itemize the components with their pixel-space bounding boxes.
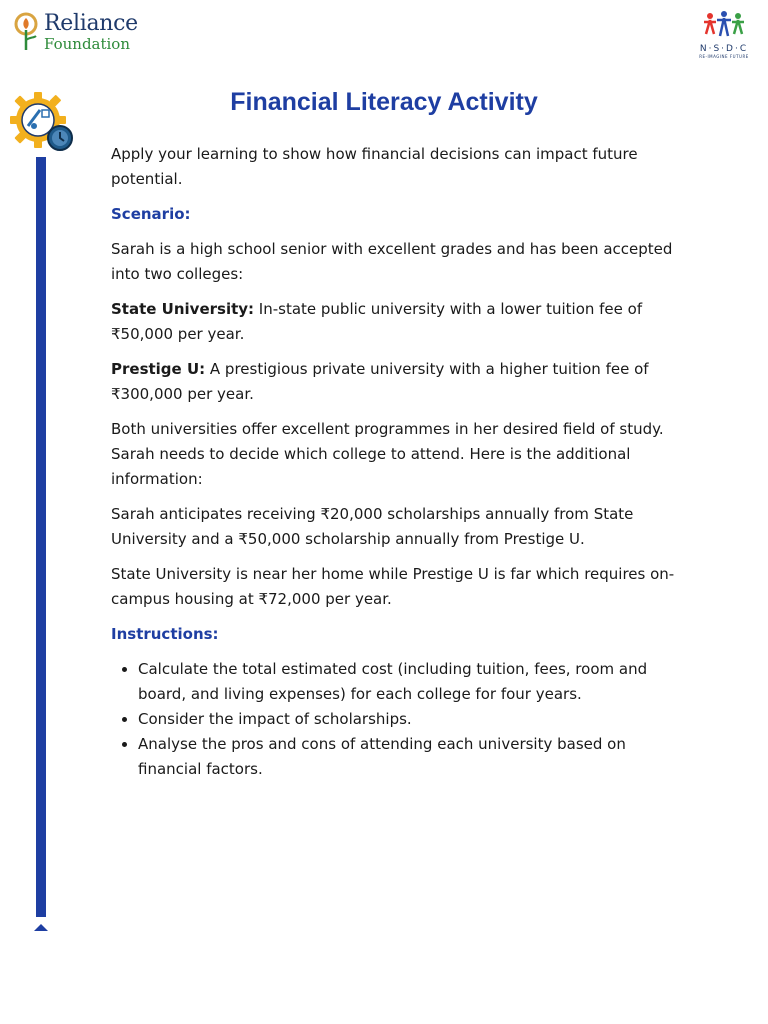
scenario-heading: Scenario: [111,205,191,223]
state-university-label: State University: [111,300,255,318]
list-item: • Analyse the pros and cons of attending each university based on financial factors. [138,732,686,782]
timeline-arrow-icon [34,924,48,931]
state-university-text: In-state public university with a lower tuition fee of ₹50,000 per year. [111,300,643,343]
reliance-foundation-logo [14,12,138,52]
logo-reliance-text: Reliance [44,10,138,36]
timeline-bar [36,157,46,917]
nsdc-tagline: RE-IMAGINE FUTURE [699,54,749,59]
instructions-heading: Instructions: [111,625,219,643]
logo-foundation-text: Foundation [44,34,131,53]
list-item: • Calculate the total estimated cost (including tuition, fees, room and board, and living expenses) for each college for four years. [138,657,686,707]
state-university-paragraph [111,297,686,347]
scholarship-paragraph: Sarah anticipates receiving ₹20,000 scholarships annually from State University and a ₹50,000 scholarship annually from Prestige U. [111,505,634,548]
instructions-list [111,657,686,782]
activity-content [111,142,686,782]
nsdc-text: N·S·D·C [699,44,749,54]
housing-paragraph: State University is near her home while Prestige U is far which requires on-campus housing at ₹72,000 per year. [111,565,675,608]
nsdc-logo [694,10,754,64]
intro-paragraph: Apply your learning to show how financial decisions can impact future potential. [111,145,638,188]
scenario-paragraph: Sarah is a high school senior with excellent grades and has been accepted into two colleges: [111,240,673,283]
prestige-u-text: A prestigious private university with a higher tuition fee of ₹300,000 per year. [111,360,649,403]
reliance-flame-icon [14,12,40,52]
page-title: Financial Literacy Activity [230,88,538,116]
prestige-u-label: Prestige U: [111,360,206,378]
both-universities-paragraph: Both universities offer excellent programmes in her desired field of study. Sarah needs to decide which college to attend. Here is the additional information: [111,420,664,488]
list-item: • Consider the impact of scholarships. [138,707,686,732]
prestige-u-paragraph [111,357,686,407]
nsdc-figures-icon [702,10,746,40]
